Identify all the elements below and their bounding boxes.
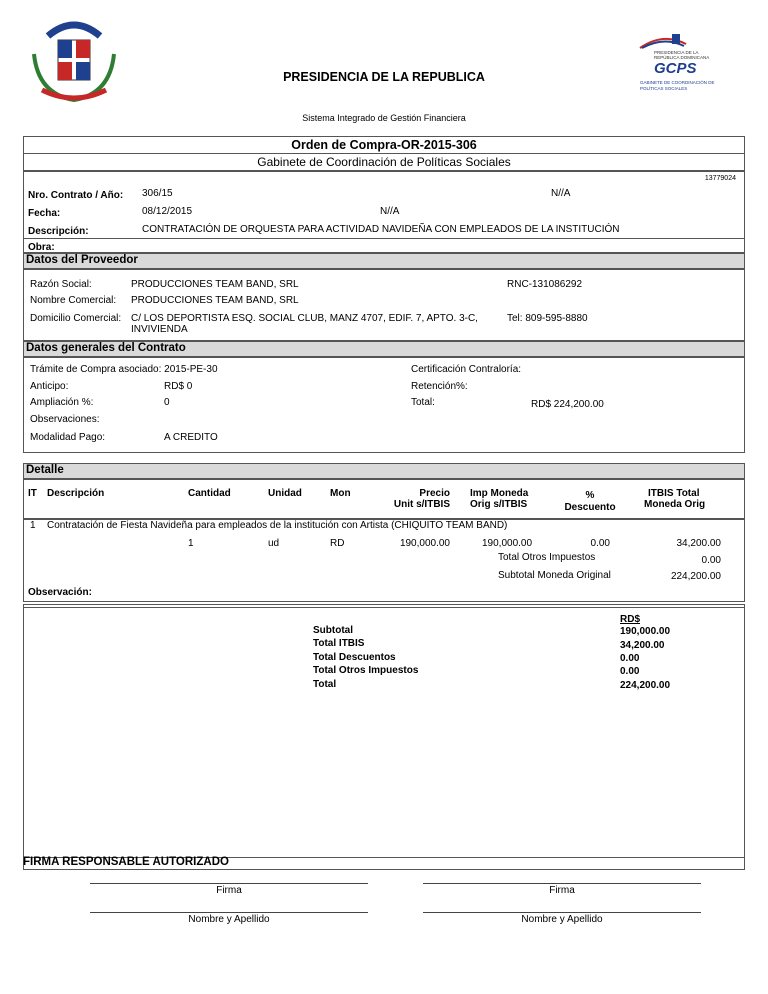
order-code: 13779024 [704, 175, 736, 182]
item-descuento: 0.00 [590, 538, 610, 549]
totales-itbis-value: 34,200.00 [620, 640, 665, 651]
detalle-body-box [23, 519, 745, 602]
gcps-logo [638, 30, 728, 100]
modalidad-label: Modalidad Pago: [30, 432, 106, 443]
domicilio-label: Domicilio Comercial: [30, 313, 122, 324]
descripcion-label: Descripción: [28, 226, 89, 237]
ampliacion-value: 0 [164, 397, 170, 408]
totales-total-value: 224,200.00 [620, 680, 671, 691]
nombre-left-label: Nombre y Apellido [188, 914, 270, 925]
total-label: Total: [411, 397, 435, 408]
obra-label: Obra: [28, 242, 55, 253]
tramite-value: Trámite de Compra asociado: 2015-PE-30 [30, 364, 218, 375]
domicilio-line1: C/ LOS DEPORTISTA ESQ. SOCIAL CLUB, MANZ 4707, EDIF. 7, APTO. 3-C, [131, 313, 478, 324]
proveedor-section-title: Datos del Proveedor [26, 254, 138, 266]
firma-right-line [423, 883, 701, 884]
anticipo-label: Anticipo: [30, 381, 69, 392]
col-itbis-1: ITBIS Total [648, 488, 700, 499]
otros-impuestos-value: 0.00 [701, 555, 721, 566]
col-mon: Mon [330, 488, 351, 499]
col-descripcion: Descripción [47, 488, 105, 499]
telefono-value: Tel: 809-595-8880 [507, 313, 588, 324]
item-it: 1 [30, 520, 36, 531]
observaciones-label: Observaciones: [30, 414, 100, 425]
col-descuento-1: % [585, 490, 595, 501]
firma-right-label: Firma [549, 885, 575, 896]
totales-subtotal-label: Subtotal [313, 625, 353, 636]
nro-contrato-extra: N//A [551, 188, 571, 199]
firma-section-title: FIRMA RESPONSABLE AUTORIZADO [23, 856, 229, 868]
contrato-section-title: Datos generales del Contrato [26, 342, 186, 354]
nombre-right-line [423, 912, 701, 913]
col-precio-1: Precio [419, 488, 450, 499]
otros-impuestos-label: Total Otros Impuestos [498, 552, 596, 563]
totales-currency: RD$ [620, 614, 641, 625]
item-itbis: 34,200.00 [676, 538, 721, 549]
totales-otros-value: 0.00 [620, 666, 640, 677]
total-value: RD$ 224,200.00 [531, 399, 604, 410]
observacion-label: Observación: [28, 587, 92, 598]
gcps-logo-sub: GABINETE DE COORDINACIÓN DE POLÍTICAS SOCIALES [640, 80, 715, 91]
col-descuento-2: Descuento [564, 502, 616, 513]
totales-itbis-label: Total ITBIS [313, 638, 365, 649]
coat-of-arms-logo [28, 14, 120, 106]
nombre-comercial-value: PRODUCCIONES TEAM BAND, SRL [131, 295, 299, 306]
totales-subtotal-value: 190,000.00 [620, 626, 671, 637]
ampliacion-label: Ampliación %: [30, 397, 94, 408]
col-imp-1: Imp Moneda [470, 488, 529, 499]
rnc-value: RNC-131086292 [507, 279, 583, 290]
col-itbis-2: Moneda Orig [644, 499, 706, 510]
fecha-extra: N//A [380, 206, 400, 217]
col-it: IT [28, 488, 37, 499]
nro-contrato-label: Nro. Contrato / Año: [28, 190, 124, 201]
subtotal-moneda-value: 224,200.00 [670, 571, 721, 582]
totales-total-label: Total [313, 679, 337, 690]
totales-otros-label: Total Otros Impuestos [313, 665, 419, 676]
razon-social-label: Razón Social: [30, 279, 92, 290]
col-imp-2: Orig s/ITBIS [470, 499, 528, 510]
descripcion-value: CONTRATACIÓN DE ORQUESTA PARA ACTIVIDAD NAVIDEÑA CON EMPLEADOS DE LA INSTITUCIÓN [142, 224, 620, 235]
nombre-right-label: Nombre y Apellido [521, 914, 603, 925]
subtotal-moneda-label: Subtotal Moneda Original [498, 570, 611, 581]
detalle-section-header [23, 463, 745, 479]
retencion-label: Retención%: [411, 381, 468, 392]
order-title: Orden de Compra-OR-2015-306 [291, 138, 477, 152]
domicilio-line2: INVIVIENDA [131, 324, 188, 335]
col-precio-2: Unit s/ITBIS [393, 499, 450, 510]
totales-descuentos-value: 0.00 [620, 653, 640, 664]
firma-left-line [90, 883, 368, 884]
detalle-section-title: Detalle [26, 464, 64, 476]
anticipo-value: RD$ 0 [164, 381, 193, 392]
gcps-logo-text: GCPS [654, 60, 697, 77]
col-cantidad: Cantidad [188, 488, 231, 499]
item-imp: 190,000.00 [482, 538, 533, 549]
item-mon: RD [330, 538, 345, 549]
col-unidad: Unidad [268, 488, 302, 499]
fecha-label: Fecha: [28, 208, 61, 219]
razon-social-value: PRODUCCIONES TEAM BAND, SRL [131, 279, 299, 290]
certificacion-label: Certificación Contraloría: [411, 364, 522, 375]
item-precio: 190,000.00 [399, 538, 450, 549]
item-cantidad: 1 [188, 538, 194, 549]
gcps-logo-top: PRESIDENCIA DE LA REPÚBLICA DOMINICANA [654, 50, 710, 60]
system-name: Sistema Integrado de Gestión Financiera [302, 113, 466, 123]
item-description: Contratación de Fiesta Navideña para empleados de la institución con Artista (CHIQUITO TEAM BAND) [47, 520, 508, 531]
nro-contrato-value: 306/15 [142, 188, 173, 199]
order-entity: Gabinete de Coordinación de Políticas Sociales [257, 155, 511, 169]
firma-left-label: Firma [216, 885, 242, 896]
nombre-left-line [90, 912, 368, 913]
item-unidad: ud [268, 538, 280, 549]
institution-title: PRESIDENCIA DE LA REPUBLICA [283, 70, 485, 84]
nombre-comercial-label: Nombre Comercial: [30, 295, 117, 306]
fecha-value: 08/12/2015 [142, 206, 193, 217]
totales-descuentos-label: Total Descuentos [313, 652, 396, 663]
modalidad-value: A CREDITO [164, 432, 218, 443]
flag-swoosh-icon [638, 30, 728, 50]
